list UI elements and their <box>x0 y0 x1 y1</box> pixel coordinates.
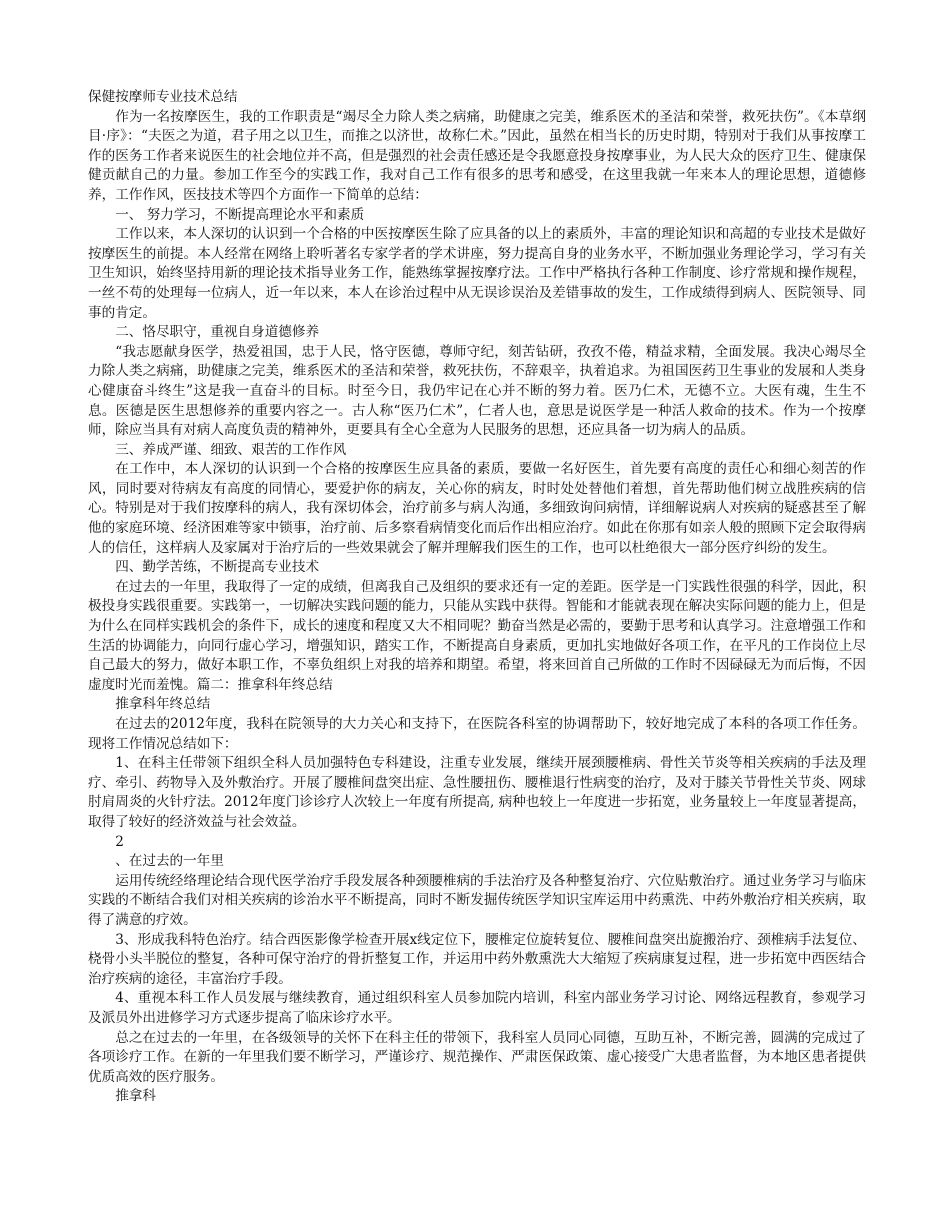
paragraph: 、在过去的一年里 <box>115 853 224 870</box>
document-body <box>88 88 866 1107</box>
paragraph: 2 <box>115 833 124 850</box>
paragraph: 3、形成我科特色治疗。结合西医影像学检查开展x线定位下，腰椎定位旋转复位、腰椎间盘突出旋搬治疗、颈椎病手法复位、桡骨小头半脱位的整复，各种可保守治疗的骨折整复工作，并运用中药外敷熏洗大大缩短了疾病康复过程，进一步拓宽中西医结合治疗疾病的途径，丰富治疗手段。 <box>88 931 866 987</box>
paragraph: 运用传统经络理论结合现代医学治疗手段发展各种颈腰椎病的手法治疗及各种整复治疗、穴位贴敷治疗。通过业务学习与临床实践的不断结合我们对相关疾病的诊治水平不断提高，同时不断发掘传统医学知识宝库运用中药熏洗、中药外敷治疗相关疾病，取得了满意的疗效。 <box>88 872 866 928</box>
paragraph: 工作以来，本人深切的认识到一个合格的中医按摩医生除了应具备的以上的素质外，丰富的理论知识和高超的专业技术是做好按摩医生的前提。本人经常在网络上聆听著名专家学者的学术讲座，努力提高自身的业务水平，不断加强业务理论学习，学习有关卫生知识，始终坚持用新的理论技术指导业务工作，能熟练掌握按摩疗法。工作中严格执行各种工作制度、诊疗常规和操作规程，一丝不苟的处理每一位病人，近一年以来，本人在诊治过程中从无误诊误治及差错事故的发生，工作成绩得到病人、医院领导、同事的肯定。 <box>88 226 866 321</box>
paragraph: 推拿科 <box>115 1088 156 1105</box>
paragraph: 二、恪尽职守，重视自身道德修养 <box>115 324 320 341</box>
paragraph: 在过去的2012年度，我科在院领导的大力关心和支持下，在医院各科室的协调帮助下，较好地完成了本科的各项工作任务。现将工作情况总结如下： <box>88 716 866 752</box>
paragraph-list <box>88 108 866 1107</box>
paragraph: 在工作中，本人深切的认识到一个合格的按摩医生应具备的素质，要做一名好医生，首先要有高度的责任心和细心刻苦的作风，同时要对待病友有高度的同情心，要爱护你的病友，关心你的病友，时时处处替他们着想，首先帮助他们树立战胜疾病的信心。特别是对于我们按摩科的病人，我有深切体会，治疗前多与病人沟通，多细致询问病情，详细解说病人对疾病的疑惑甚至了解他的家庭环境、经济困难等家中锁事，治疗前、后多察看病情变化而后作出相应治疗。如此在你那有如亲人般的照顾下定会取得病人的信任，这样病人及家属对于治疗后的一些效果就会了解并理解我们医生的工作，也可以杜绝很大一部分医疗纠纷的发生。 <box>88 461 866 556</box>
document-title: 保健按摩师专业技术总结 <box>88 89 238 105</box>
paragraph: 四、勤学苦练，不断提高专业技术 <box>115 559 320 576</box>
paragraph: 一、 努力学习，不断提高理论水平和素质 <box>115 206 365 223</box>
paragraph: 4、重视本科工作人员发展与继续教育，通过组织科室人员参加院内培训，科室内部业务学习讨论、网络远程教育，参观学习及派员外出进修学习方式逐步提高了临床诊疗水平。 <box>88 990 866 1026</box>
paragraph: “我志愿献身医学，热爱祖国，忠于人民，恪守医德，尊师守纪，刻苦钻研，孜孜不倦，精益求精，全面发展。我决心竭尽全力除人类之病痛，助健康之完美，维系医术的圣洁和荣誉，救死扶伤，不辞艰辛，执着追求。为祖国医药卫生事业的发展和人类身心健康奋斗终生”这是我一直奋斗的目标。时至今日，我仍牢记在心并不断的努力着。医乃仁术，无德不立。大医有魂，生生不息。医德是医生思想修养的重要内容之一。古人称“医乃仁术”，仁者人也，意思是说医学是一种活人救命的技术。作为一个按摩师，除应当具有对病人高度负责的精神外，更要具有全心全意为人民服务的思想，还应具备一切为病人的品质。 <box>88 343 866 439</box>
paragraph: 推拿科年终总结 <box>115 696 211 713</box>
paragraph: 三、养成严谨、细致、艰苦的工作作风 <box>115 441 347 458</box>
paragraph: 在过去的一年里，我取得了一定的成绩，但离我自己及组织的要求还有一定的差距。医学是一门实践性很强的科学，因此，积极投身实践很重要。实践第一，一切解决实践问题的能力，只能从实践中获得。智能和才能就表现在解决实际问题的能力上，但是为什么在同样实践机会的条件下，成长的速度和程度又大不相同呢？勤奋当然是必需的，要勤于思考和认真学习。注意增强工作和生活的协调能力，向同行虚心学习，增强知识，踏实工作，不断提高自身素质，更加扎实地做好各项工作，在平凡的工作岗位上尽自己最大的努力，做好本职工作，不辜负组织上对我的培养和期望。希望，将来回首自己所做的工作时不因碌碌无为而后悔，不因虚度时光而羞愧。篇二：推拿科年终总结 <box>88 578 866 693</box>
paragraph: 总之在过去的一年里，在各级领导的关怀下在科主任的带领下，我科室人员同心同德，互助互补，不断完善，圆满的完成过了各项诊疗工作。在新的一年里我们要不断学习，严谨诊疗、规范操作、严肃医保政策、虚心接受广大患者监督，为本地区患者提供优质高效的医疗服务。 <box>88 1029 866 1085</box>
paragraph: 作为一名按摩医生，我的工作职责是“竭尽全力除人类之病痛，助健康之完美，维系医术的圣洁和荣誉，救死扶伤”。《本草纲目·序》：“夫医之为道，君子用之以卫生，而推之以济世，故称仁术。”因此，虽然在相当长的历史时期，特别对于我们从事按摩工作的医务工作者来说医生的社会地位并不高，但是强烈的社会责任感还是令我愿意投身按摩事业，为人民大众的医疗卫生、健康保健贡献自己的力量。参加工作至今的实践工作，我对自己工作有很多的思考和感受，在这里我就一年来本人的理论思想，道德修养，工作作风，医技技术等四个方面作一下简单的总结： <box>88 108 866 203</box>
paragraph: 1、在科主任带领下组织全科人员加强特色专科建设，注重专业发展，继续开展颈腰椎病、骨性关节炎等相关疾病的手法及理疗、牵引、药物导入及外敷治疗。开展了腰椎间盘突出症、急性腰扭伤、腰椎退行性病变的治疗，及对于膝关节骨性关节炎、网球肘肩周炎的火针疗法。2012年度门诊诊疗人次较上一年度有所提高, 病种也较上一年度进一步拓宽，业务量较上一年度显著提高，取得了较好的经济效益与社会效益。 <box>88 755 866 830</box>
